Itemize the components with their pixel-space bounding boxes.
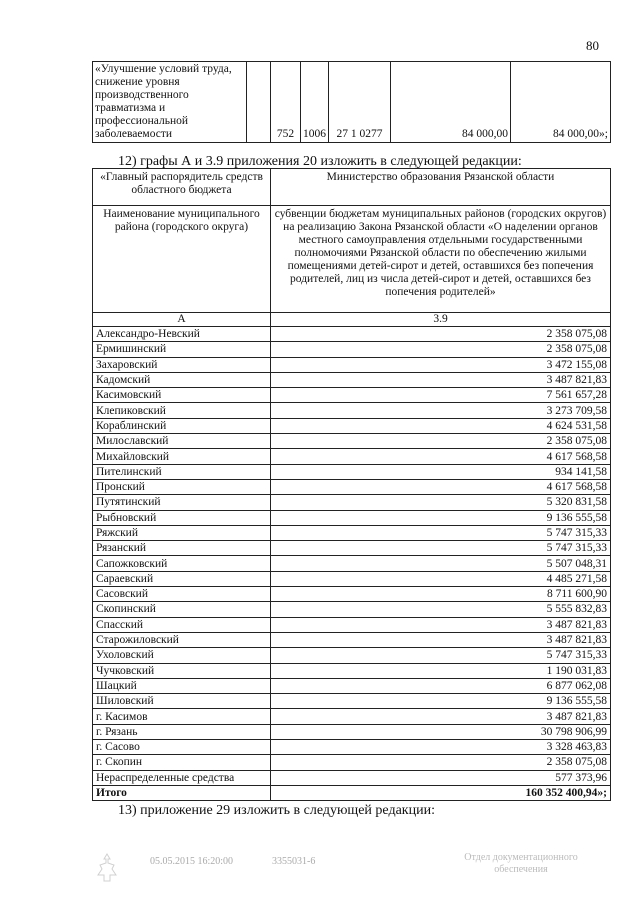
- total-value: 160 352 400,94»;: [271, 785, 611, 800]
- district-name: Ухоловский: [93, 648, 271, 663]
- subvention-amount: 4 624 531,58: [271, 418, 611, 433]
- document-id: 3355031-6: [272, 856, 316, 867]
- subvention-amount: 5 320 831,58: [271, 495, 611, 510]
- table-row: [93, 755, 611, 770]
- column-index-row: [93, 313, 611, 327]
- table-row: [93, 556, 611, 571]
- table-row: [93, 541, 611, 556]
- table-row: [93, 62, 611, 143]
- amount-cell: 84 000,00: [391, 62, 511, 143]
- table-row: [93, 663, 611, 678]
- table-row: [93, 510, 611, 525]
- row-description: «Улучшение условий труда, снижение уровня производственного травматизма и профессиональной заболеваемости: [93, 62, 247, 143]
- subvention-amount: 2 358 075,08: [271, 342, 611, 357]
- subvention-amount: 9 136 555,58: [271, 694, 611, 709]
- subvention-amount: 5 747 315,33: [271, 525, 611, 540]
- subvention-amount: 30 798 906,99: [271, 724, 611, 739]
- district-name: Ермишинский: [93, 342, 271, 357]
- subvention-amount: 2 358 075,08: [271, 327, 611, 342]
- amount-cell: 84 000,00»;: [511, 62, 611, 143]
- table-row: [93, 403, 611, 418]
- code-cell: 752: [271, 62, 301, 143]
- header-cell: субвенции бюджетам муниципальных районов (городских округов) на реализацию Закона Рязанской области «О наделении органов местного самоуправления отдельными государственными полномочиями Рязанской области по обеспечению жилыми помещениями детей-сирот и детей, оставшихся без попечения родителей, лиц из числа детей-сирот и детей, оставшихся без попечения родителей»: [271, 206, 611, 313]
- table-row: [93, 327, 611, 342]
- table-row: [93, 418, 611, 433]
- district-name: г. Сасово: [93, 740, 271, 755]
- total-row: [93, 785, 611, 800]
- table-row: [93, 464, 611, 479]
- district-name: г. Скопин: [93, 755, 271, 770]
- header-cell: Наименование муниципального района (городского округа): [93, 206, 271, 313]
- empty-cell: [247, 62, 271, 143]
- district-name: Нераспределенные средства: [93, 770, 271, 785]
- subvention-amount: 3 487 821,83: [271, 709, 611, 724]
- department-signature: [446, 852, 596, 876]
- column-index: А: [93, 313, 271, 327]
- code-cell: 27 1 0277: [329, 62, 391, 143]
- district-name: Пронский: [93, 479, 271, 494]
- table-row: [93, 709, 611, 724]
- signature-line: Отдел документационного: [464, 852, 578, 863]
- district-name: Путятинский: [93, 495, 271, 510]
- district-name: Шиловский: [93, 694, 271, 709]
- total-label: Итого: [93, 785, 271, 800]
- table-row: [93, 678, 611, 693]
- header-cell: «Главный распорядитель средств областного бюджета: [93, 169, 271, 206]
- district-name: Милославский: [93, 434, 271, 449]
- subvention-amount: 3 487 821,83: [271, 617, 611, 632]
- subvention-amount: 4 617 568,58: [271, 449, 611, 464]
- subvention-amount: 3 273 709,58: [271, 403, 611, 418]
- table-row: [93, 449, 611, 464]
- data-rows: [93, 327, 611, 786]
- table-row: [93, 648, 611, 663]
- table-row: [93, 602, 611, 617]
- table-row: [93, 525, 611, 540]
- subvention-amount: 3 472 155,08: [271, 357, 611, 372]
- previous-table-fragment: [92, 61, 611, 143]
- table-row: [93, 571, 611, 586]
- subvention-amount: 934 141,58: [271, 464, 611, 479]
- district-name: Шацкий: [93, 678, 271, 693]
- page-number: 80: [586, 38, 599, 53]
- subvention-amount: 5 747 315,33: [271, 541, 611, 556]
- district-name: Касимовский: [93, 388, 271, 403]
- subvention-amount: 3 328 463,83: [271, 740, 611, 755]
- district-name: Кораблинский: [93, 418, 271, 433]
- header-row: [93, 169, 611, 206]
- district-name: Чучковский: [93, 663, 271, 678]
- subvention-amount: 1 190 031,83: [271, 663, 611, 678]
- subvention-amount: 2 358 075,08: [271, 755, 611, 770]
- district-name: Рыбновский: [93, 510, 271, 525]
- district-name: Пителинский: [93, 464, 271, 479]
- district-name: Кадомский: [93, 372, 271, 387]
- subvention-amount: 5 507 048,31: [271, 556, 611, 571]
- district-name: Александро-Невский: [93, 327, 271, 342]
- subvention-amount: 2 358 075,08: [271, 434, 611, 449]
- table-row: [93, 495, 611, 510]
- subvention-amount: 6 877 062,08: [271, 678, 611, 693]
- district-name: Михайловский: [93, 449, 271, 464]
- district-name: Ряжский: [93, 525, 271, 540]
- table-row: [93, 357, 611, 372]
- table-row: [93, 479, 611, 494]
- district-name: г. Рязань: [93, 724, 271, 739]
- subvention-amount: 5 555 832,83: [271, 602, 611, 617]
- table-row: [93, 434, 611, 449]
- code-cell: 1006: [301, 62, 329, 143]
- subvention-amount: 4 485 271,58: [271, 571, 611, 586]
- header-cell: Министерство образования Рязанской области: [271, 169, 611, 206]
- column-index: 3.9: [271, 313, 611, 327]
- district-name: Рязанский: [93, 541, 271, 556]
- district-name: Захаровский: [93, 357, 271, 372]
- district-name: Сасовский: [93, 587, 271, 602]
- district-name: Сараевский: [93, 571, 271, 586]
- table-row: [93, 617, 611, 632]
- district-name: Старожиловский: [93, 632, 271, 647]
- district-name: Сапожковский: [93, 556, 271, 571]
- table-row: [93, 388, 611, 403]
- appendix-20-table: [92, 168, 611, 801]
- district-name: Скопинский: [93, 602, 271, 617]
- emblem-icon: [96, 853, 118, 883]
- table-row: [93, 342, 611, 357]
- header-row: [93, 206, 611, 313]
- district-name: г. Касимов: [93, 709, 271, 724]
- table-row: [93, 770, 611, 785]
- item-13-heading: 13) приложение 29 изложить в следующей редакции:: [118, 803, 435, 818]
- item-12-heading: 12) графы А и 3.9 приложения 20 изложить в следующей редакции:: [118, 154, 522, 169]
- subvention-amount: 577 373,96: [271, 770, 611, 785]
- subvention-amount: 8 711 600,90: [271, 587, 611, 602]
- subvention-amount: 4 617 568,58: [271, 479, 611, 494]
- table-row: [93, 587, 611, 602]
- table-row: [93, 724, 611, 739]
- subvention-amount: 7 561 657,28: [271, 388, 611, 403]
- table-row: [93, 740, 611, 755]
- subvention-amount: 3 487 821,83: [271, 632, 611, 647]
- district-name: Спасский: [93, 617, 271, 632]
- subvention-amount: 3 487 821,83: [271, 372, 611, 387]
- subvention-amount: 9 136 555,58: [271, 510, 611, 525]
- table-row: [93, 372, 611, 387]
- signature-line: обеспечения: [494, 864, 548, 875]
- district-name: Клепиковский: [93, 403, 271, 418]
- table-row: [93, 694, 611, 709]
- table-row: [93, 632, 611, 647]
- subvention-amount: 5 747 315,33: [271, 648, 611, 663]
- timestamp: 05.05.2015 16:20:00: [150, 856, 234, 867]
- footer: [0, 850, 640, 890]
